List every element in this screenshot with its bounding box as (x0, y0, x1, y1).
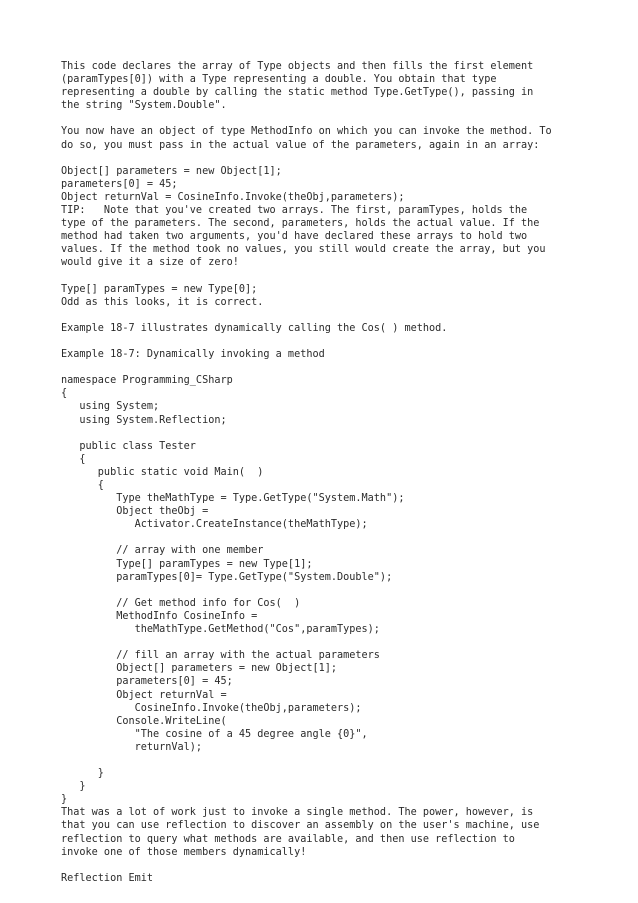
document-page (61, 60, 581, 885)
paragraph-gap (61, 270, 581, 283)
example-title: Example 18-7: Dynamically invoking a method (61, 349, 325, 361)
paragraph-gap (61, 859, 581, 872)
paragraph-gap (61, 309, 581, 322)
paragraph-gap (61, 361, 581, 374)
section-heading-reflection-emit: Reflection Emit (61, 872, 154, 884)
paragraph-example-intro: Example 18-7 illustrates dynamically calling the Cos( ) method. (61, 322, 448, 334)
paragraph-gap (61, 112, 581, 125)
paragraph-parameters-tip: Object[] parameters = new Object[1]; parameters[0] = 45; Object returnVal = CosineInfo.Invoke(theObj,parameters); TIP: Note that you've created two arrays. The first, paramTypes, holds the type of the parameters. The second, parameters, holds the actual value. If the method had taken two arguments, you'd have declared these arrays to hold two values. If the method took no values, you still would create the array, but you would give it a size of zero! (61, 165, 546, 269)
paragraph-zero-size: Type[] paramTypes = new Type[0]; Odd as this looks, it is correct. (61, 283, 264, 308)
paragraph-type-array-intro: This code declares the array of Type objects and then fills the first element (paramTypes[0]) with a Type representing a double. You obtain that type representing a double by calling the static method Type.GetType(), passing in the string "System.Double". (61, 61, 534, 112)
paragraph-methodinfo: You now have an object of type MethodInfo on which you can invoke the method. To do so, you must pass in the actual value of the parameters, again in an array: (61, 126, 552, 151)
code-listing: namespace Programming_CSharp { using System; using System.Reflection; public class Tester { public static void Main( ) { Type theMathType = Type.GetType("System.Math"); Object theObj = Activator.CreateInstance(theMathType); // array with one member Type[] paramTypes = new Type[1]; paramTypes[0]= Type.GetType("System.Double"); // Get method info for Cos( ) MethodInfo CosineInfo = theMathType.GetMethod("Cos",paramTypes); // fill an array with the actual parameters Object[] parameters = new Object[1]; parameters[0] = 45; Object returnVal = CosineInfo.Invoke(theObj,parameters); Console.WriteLine( "The cosine of a 45 degree angle {0}", returnVal); } } } (61, 375, 405, 806)
paragraph-gap (61, 335, 581, 348)
paragraph-conclusion: That was a lot of work just to invoke a single method. The power, however, is that you can use reflection to discover an assembly on the user's machine, use reflection to query what methods are available, and then use reflection to invoke one of those members dynamically! (61, 807, 540, 858)
paragraph-gap (61, 152, 581, 165)
